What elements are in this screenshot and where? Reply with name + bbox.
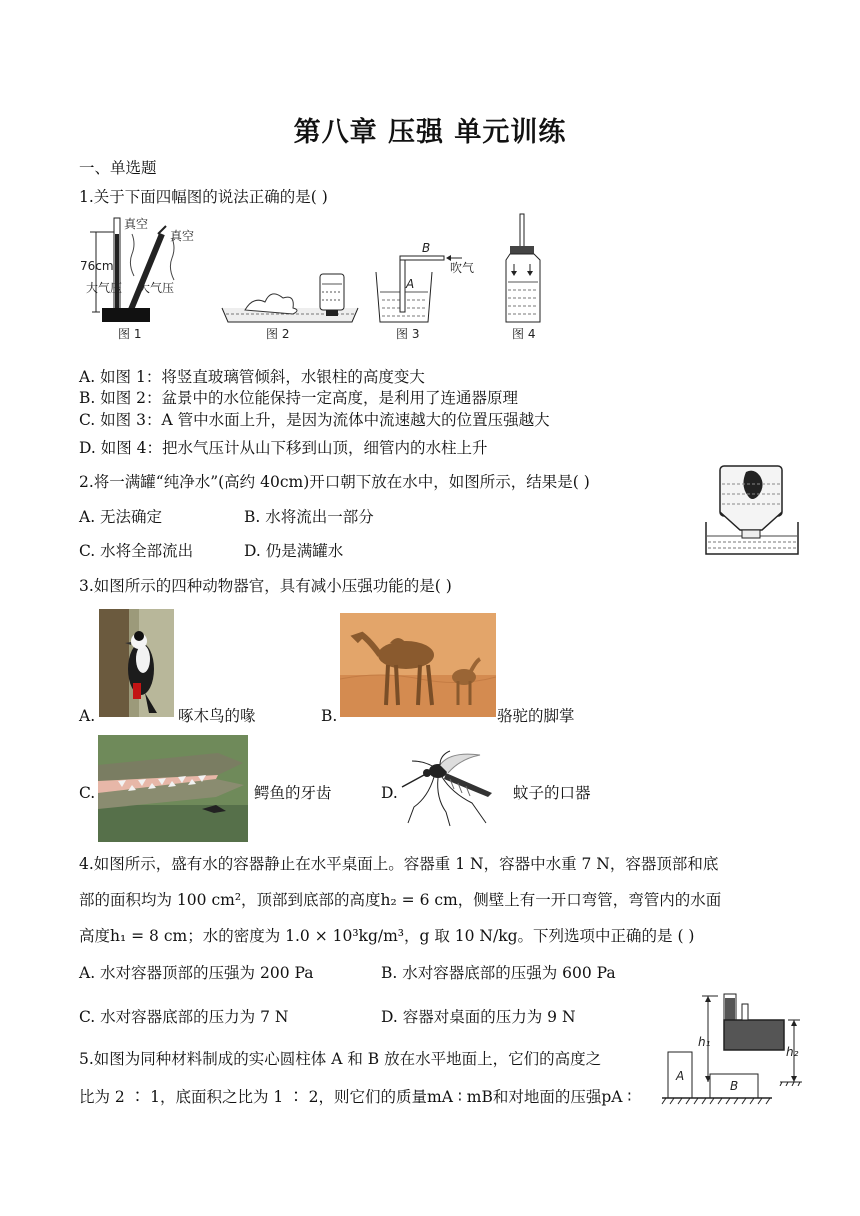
q5-cylinders-figure	[660, 1046, 774, 1108]
page-title: 第八章 压强 单元训练	[293, 117, 567, 148]
camel-photo	[340, 613, 496, 717]
q3-option-c-text: 鳄鱼的牙齿	[254, 784, 332, 802]
mosquito-image	[400, 749, 505, 829]
fig1-vacuum-label-2: 真空	[170, 229, 195, 243]
woodpecker-photo	[99, 609, 174, 717]
q2-option-c: C. 水将全部流出	[79, 542, 194, 560]
fig3-caption: 图 3	[396, 327, 420, 341]
q3-option-b-letter: B.	[321, 707, 338, 725]
q2-option-a: A. 无法确定	[79, 508, 163, 526]
fig2-bonsai	[222, 274, 358, 341]
fig1-atm-label-2: 大气压	[138, 281, 175, 295]
section-heading: 一、单选题	[79, 159, 157, 177]
q2-option-d: D. 仍是满罐水	[244, 542, 344, 560]
q4-h2-label: h₂	[786, 1045, 799, 1059]
fig4-bottle	[506, 214, 540, 341]
q4-h1-label: h₁	[698, 1035, 711, 1049]
fig3-blow-label: 吹气	[450, 261, 475, 275]
fig3-beaker	[376, 241, 474, 341]
q4-stem-line-1: 4.如图所示，盛有水的容器静止在水平桌面上。容器重 1 N，容器中水重 7 N，容器顶部和底	[79, 855, 719, 873]
q3-stem: 3.如图所示的四种动物器官，具有减小压强功能的是( )	[79, 577, 452, 595]
fig2-caption: 图 2	[266, 327, 290, 341]
q3-option-b-text: 骆驼的脚掌	[497, 707, 575, 725]
q4-option-d: D. 容器对桌面的压力为 9 N	[381, 1008, 576, 1026]
q4-stem-line-3: 高度h₁ = 8 cm；水的密度为 1.0 × 10³kg/m³，g 取 10 N/kg。下列选项中正确的是 ( )	[79, 927, 695, 945]
q1-option-a: A. 如图 1：将竖直玻璃管倾斜，水银柱的高度变大	[79, 368, 425, 386]
q5-b-label: B	[730, 1079, 739, 1093]
q1-option-d: D. 如图 4：把水气压计从山下移到山顶，细管内的水柱上升	[79, 439, 488, 457]
q4-option-a: A. 水对容器顶部的压强为 200 Pa	[79, 964, 314, 982]
q4-option-c: C. 水对容器底部的压力为 7 N	[79, 1008, 289, 1026]
fig3-b-label: B	[422, 241, 431, 255]
q3-option-c-letter: C.	[79, 784, 96, 802]
q3-option-d-letter: D.	[381, 784, 398, 802]
q2-bottle-figure	[702, 462, 802, 557]
q5-a-label: A	[676, 1069, 685, 1083]
fig3-a-label: A	[406, 277, 415, 291]
fig4-caption: 图 4	[512, 327, 536, 341]
fig1-torricelli	[80, 216, 194, 341]
crocodile-photo	[98, 735, 248, 842]
q3-option-d-text: 蚊子的口器	[513, 784, 591, 802]
q5-stem-line-2: 比为 2 ∶ 1，底面积之比为 1 ∶ 2，则它们的质量mA ∶ mB和对地面的压强pA ∶	[79, 1088, 632, 1106]
q1-option-c: C. 如图 3：A 管中水面上升，是因为流体中流速越大的位置压强越大	[79, 411, 550, 429]
q2-stem: 2.将一满罐“纯净水”(高约 40cm)开口朝下放在水中，如图所示，结果是( )	[79, 473, 590, 491]
q4-stem-line-2: 部的面积均为 100 cm²，顶部到底部的高度h₂ = 6 cm，侧壁上有一开口弯管，弯管内的水面	[79, 891, 722, 909]
q1-stem: 1.关于下面四幅图的说法正确的是( )	[79, 188, 328, 206]
q3-option-a-letter: A.	[79, 707, 96, 725]
q1-figures	[80, 212, 560, 347]
fig1-caption: 图 1	[118, 327, 142, 341]
q5-stem-line-1: 5.如图为同种材料制成的实心圆柱体 A 和 B 放在水平地面上，它们的高度之	[79, 1050, 602, 1068]
fig1-atm-label: 大气压	[86, 281, 123, 295]
q4-option-b: B. 水对容器底部的压强为 600 Pa	[381, 964, 616, 982]
q2-option-b: B. 水将流出一部分	[244, 508, 374, 526]
fig1-height-label: 76cm	[80, 259, 114, 273]
fig1-vacuum-label: 真空	[124, 217, 149, 231]
q1-option-b: B. 如图 2：盆景中的水位能保持一定高度，是利用了连通器原理	[79, 389, 519, 407]
q3-option-a-text: 啄木鸟的喙	[178, 707, 256, 725]
